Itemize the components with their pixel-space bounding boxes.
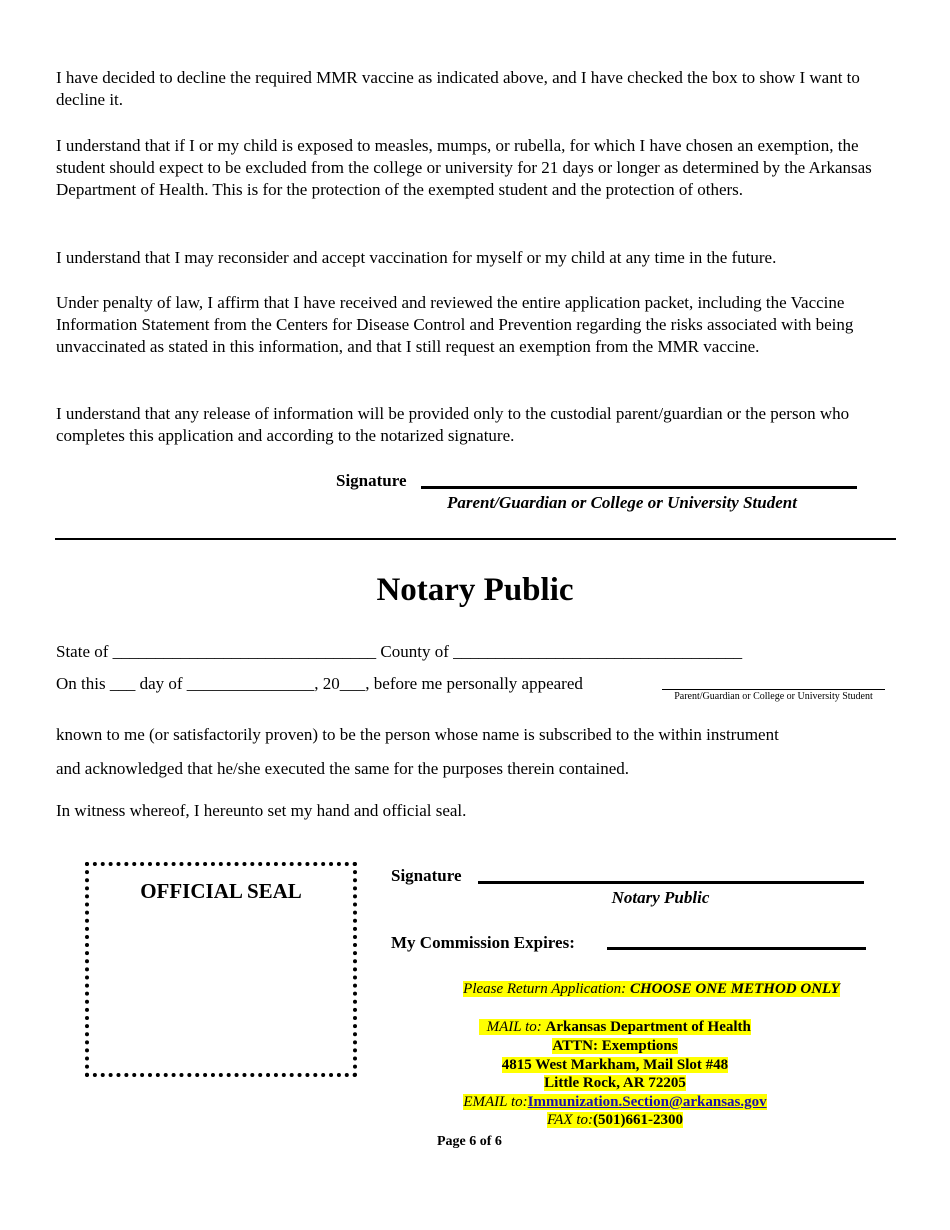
commission-label: My Commission Expires: <box>391 933 575 952</box>
page-number: Page 6 of 6 <box>437 1134 502 1149</box>
paragraph-decline: I have decided to decline the required MMR vaccine as indicated above, and I have checked the box to show I want to decline it. <box>56 68 860 109</box>
on-this-line[interactable]: On this ___ day of _______________, 20___, before me personally appeared <box>56 674 583 693</box>
official-seal-box <box>85 862 357 1077</box>
fax-number: (501)661-2300 <box>592 1112 683 1128</box>
commission-line[interactable] <box>607 947 866 950</box>
email-link[interactable]: Immunization.Section@arkansas.gov <box>527 1094 767 1110</box>
fax-prefix: FAX to: <box>547 1112 593 1128</box>
signature-caption: Parent/Guardian or College or University Student <box>447 493 797 512</box>
signature-line[interactable] <box>421 486 857 489</box>
paragraph-reconsider: I understand that I may reconsider and accept vaccination for myself or my child at any time in the future. <box>56 248 777 267</box>
notary-signature-label: Signature <box>391 866 462 885</box>
return-instructions <box>400 980 903 999</box>
appeared-caption: Parent/Guardian or College or University Student <box>674 691 873 702</box>
notary-title: Notary Public <box>376 572 574 608</box>
section-divider <box>55 538 896 540</box>
paragraph-release: I understand that any release of information will be provided only to the custodial parent/guardian or the person who completes this application and according to the notarized signature. <box>56 404 850 445</box>
mail-org: Arkansas Department of Health <box>545 1019 751 1035</box>
choose-one-text: CHOOSE ONE METHOD ONLY <box>629 981 840 997</box>
witness-line: In witness whereof, I hereunto set my hand and official seal. <box>56 801 467 820</box>
state-county-line[interactable]: State of _______________________________ County of __________________________________ <box>56 642 743 661</box>
paragraph-exclusion: I understand that if I or my child is exposed to measles, mumps, or rubella, for which I have chosen an exemption, the student should expect to be excluded from the college or university for 21 days or longer as determined by the Arkansas Department of Health. This is for the protection of the exempted student and the protection of others. <box>56 136 872 199</box>
attn-line: ATTN: Exemptions <box>552 1038 678 1054</box>
notary-signature-caption: Notary Public <box>611 888 710 907</box>
fax-line <box>400 1111 830 1130</box>
please-return-text: Please Return Application: <box>463 981 630 997</box>
mail-prefix: MAIL to: <box>479 1019 545 1035</box>
street-line: 4815 West Markham, Mail Slot #48 <box>501 1057 729 1073</box>
known-line-2: and acknowledged that he/she executed the same for the purposes therein contained. <box>56 759 630 778</box>
city-line: Little Rock, AR 72205 <box>544 1075 686 1091</box>
email-prefix: EMAIL to: <box>463 1094 528 1110</box>
known-line-1: known to me (or satisfactorily proven) to be the person whose name is subscribed to the within instrument <box>56 725 779 744</box>
official-seal-label: OFFICIAL SEAL <box>140 879 302 903</box>
paragraph-affirm: Under penalty of law, I affirm that I have received and reviewed the entire application packet, including the Vaccine Information Statement from the Centers for Disease Control and Prevention regarding the risks associated with being unvaccinated as stated in this information, and that I still request an exemption from the MMR vaccine. <box>56 293 854 356</box>
notary-signature-line[interactable] <box>478 881 864 884</box>
mail-line <box>400 1018 830 1037</box>
signature-label: Signature <box>336 471 407 490</box>
email-line <box>400 1093 830 1112</box>
appeared-name-line[interactable] <box>662 689 885 690</box>
